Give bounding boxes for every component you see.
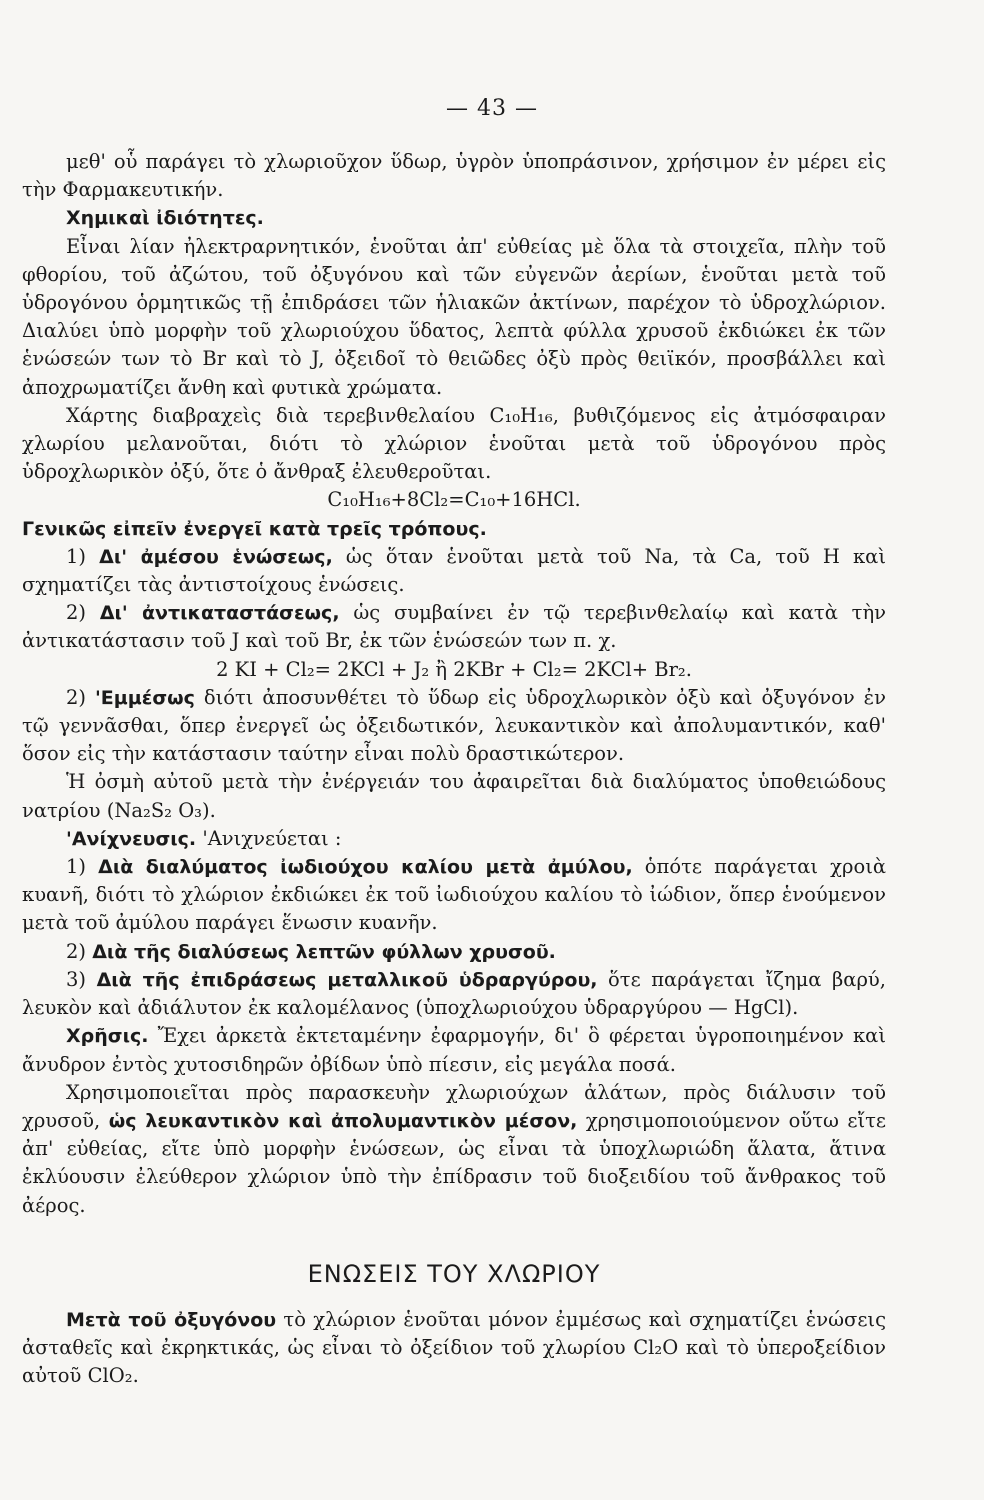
paragraph — [22, 543, 886, 599]
text-run: ΕΝΩΣΕΙΣ ΤΟΥ ΧΛΩΡΙΟΥ — [307, 1259, 601, 1288]
paragraph — [22, 515, 886, 543]
bold-heading-text: Διὰ τῆς ἐπιδράσεως μεταλλικοῦ ὑδραργύρου, — [96, 968, 598, 991]
paragraph — [22, 402, 886, 487]
text-run: Χάρτης διαβραχεὶς διὰ τερεβινθελαίου C₁₀H₁₆, βυθιζόμενος εἰς ἀτμόσφαιραν χλωρίου μελανοῦται, διότι τὸ χλώριον ἑνοῦται μετὰ τοῦ ὑδρογόνου πρὸς ὑδροχλωρικὸν ὀξύ, ὅτε ὁ ἄνθραξ ἐλευθεροῦται. — [22, 403, 886, 484]
text-run: 1) — [66, 544, 100, 568]
bold-heading-text: Διὰ διαλύματος ἰωδιούχου καλίου μετὰ ἀμύλου, — [98, 856, 633, 879]
text-run: 2 KI + Cl₂= 2KCl + J₂ ἢ 2KBr + Cl₂= 2KCl+ Br₂. — [216, 657, 692, 681]
bold-heading-text: ὡς λευκαντικὸν καὶ ἀπολυμαντικὸν μέσον, — [108, 1109, 578, 1132]
bold-heading-text: Δι' ἀμέσου ἑνώσεως, — [99, 545, 333, 568]
paragraph — [22, 204, 886, 232]
paragraph — [22, 599, 886, 655]
paragraph — [22, 938, 886, 966]
paragraph — [22, 966, 886, 1022]
bold-heading-text: 'Εμμέσως — [94, 686, 195, 709]
text-run: Εἶναι λίαν ἠλεκτραρνητικόν, ἑνοῦται ἀπ' εὐθείας μὲ ὅλα τὰ στοιχεῖα, πλὴν τοῦ φθορίου, τοῦ ἀζώτου, τοῦ ὀξυγόνου καὶ τῶν εὐγενῶν ἀερίων, ἑνοῦται μετὰ τοῦ ὑδρογόνου ὁρμητικῶς τῇ ἐπιδράσει τῶν ἡλιακῶν ἀκτίνων, παρέχον τὸ ὑδροχλώριον. Διαλύει ὑπὸ μορφὴν τοῦ χλωριούχου ὕδατος, λεπτὰ φύλλα χρυσοῦ ἐκδιώκει ἐκ τῶν ἑνώσεών των τὸ Br καὶ τὸ J, ὀξειδοῖ τὸ θειῶδες ὀξὺ πρὸς θειϊκόν, προσβάλλει καὶ ἀποχρωματίζει ἄνθη καὶ φυτικὰ χρώματα. — [22, 234, 886, 399]
text-run: C₁₀H₁₆+8Cl₂=C₁₀+16HCl. — [327, 488, 581, 512]
text-run: ὁπότε παράγεται χροιὰ κυανῆ, διότι τὸ χλώριον ἐκδιώκει ἐκ τοῦ ἰωδιούχου καλίου τὸ ἰώδιον, ὅπερ ἑνούμενον μετὰ τοῦ ἀμύλου παράγει ἕνωσιν κυανῆν. — [22, 855, 887, 935]
bold-heading-text: 'Ανίχνευσις. — [66, 827, 197, 850]
text-run: τὸ χλώριον ἑνοῦται μόνον ἐμμέσως καὶ σχηματίζει ἑνώσεις ἀσταθεῖς καὶ ἐκρηκτικάς, ὡς εἶναι τὸ ὀξείδιον τοῦ χλωρίου Cl₂O καὶ τὸ ὑπεροξείδιον αὐτοῦ ClO₂. — [22, 1307, 886, 1388]
text-run: ὡς ὅταν ἑνοῦται μετὰ τοῦ Na, τὰ Ca, τοῦ H καὶ σχηματίζει τὰς ἀντιστοίχους ἑνώσεις. — [22, 544, 886, 597]
text-run: διότι ἀποσυνθέτει τὸ ὕδωρ εἰς ὑδροχλωρικὸν ὀξὺ καὶ ὀξυγόνον ἐν τῷ γεννᾶσθαι, ὅπερ ἐνεργεῖ ὡς ὀξειδωτικόν, λευκαντικὸν καὶ ἀπολυμαντικόν, καθ' ὅσον εἰς τὴν κατάστασιν ταύτην εἶναι πολὺ δραστικώτερον. — [22, 685, 886, 766]
text-run: ὡς συμβαίνει ἐν τῷ τερεβινθελαίῳ καὶ κατὰ τὴν ἀντικατάστασιν τοῦ J καὶ τοῦ Br, ἐκ τῶν ἑνώσεών των π. χ. — [22, 601, 887, 653]
formula-line — [22, 486, 886, 514]
text-run: 'Ανιχνεύεται : — [196, 826, 342, 850]
page-number: — 43 — — [446, 96, 538, 121]
paragraph — [22, 1306, 886, 1391]
text-run: μεθ' οὗ παράγει τὸ χλωριοῦχον ὕδωρ, ὑγρὸν ὑποπράσινον, χρήσιμον ἐν μέρει εἰς τὴν Φαρμακευτικήν. — [22, 150, 886, 202]
text-run: 2) — [66, 601, 100, 625]
bold-heading-text: Δι' ἀντικαταστάσεως, — [99, 602, 340, 625]
bold-heading-text: Γενικῶς εἰπεῖν ἐνεργεῖ κατὰ τρεῖς τρόπους. — [22, 517, 487, 540]
text-run: 2) — [66, 939, 93, 963]
paragraph — [22, 1079, 886, 1220]
body-text — [22, 148, 886, 1391]
text-run: Ἡ ὀσμὴ αὐτοῦ μετὰ τὴν ἐνέργειάν του ἀφαιρεῖται διὰ διαλύματος ὑποθειώδους νατρίου (Na₂S₂ O₃). — [22, 770, 886, 822]
bold-heading-text: Μετὰ τοῦ ὀξυγόνου — [66, 1308, 277, 1331]
section-title — [22, 1260, 886, 1288]
paragraph — [22, 1022, 886, 1078]
paragraph — [22, 825, 886, 853]
text-run: 2) — [66, 685, 95, 709]
text-run: Χρησιμοποιεῖται πρὸς παρασκευὴν χλωριούχων ἁλάτων, πρὸς διάλυσιν τοῦ χρυσοῦ, — [22, 1080, 886, 1132]
formula-line — [22, 656, 886, 684]
paragraph — [22, 148, 886, 204]
bold-heading-text: Χρῆσις. — [66, 1025, 149, 1048]
text-run: χρησιμοποιούμενον οὕτω εἴτε ἀπ' εὐθείας, εἴτε ὑπὸ μορφὴν ἑνώσεων, ὡς εἶναι τὰ ὑποχλωριώδη ἅλατα, ἅτινα ἐκλύουσιν ἐλεύθερον χλώριον ὑπὸ τὴν ἐπίδρασιν τοῦ διοξειδίου τοῦ ἄνθρακος τοῦ ἀέρος. — [22, 1108, 886, 1217]
text-run: Ἔχει ἀρκετὰ ἐκτεταμένην ἐφαρμογήν, δι' ὃ φέρεται ὑγροποιημένον καὶ ἄνυδρον ἐντὸς χυτοσιδηρῶν ὀβίδων ὑπὸ πίεσιν, εἰς μεγάλα ποσά. — [22, 1024, 886, 1076]
bold-heading-text: Χημικαὶ ἰδιότητες. — [66, 207, 264, 230]
paragraph — [22, 768, 886, 824]
bold-heading-text: Διὰ τῆς διαλύσεως λεπτῶν φύλλων χρυσοῦ. — [92, 940, 556, 963]
text-run: ὅτε παράγεται ἴζημα βαρύ, λευκὸν καὶ ἀδιάλυτον ἐκ καλομέλανος (ὑποχλωριούχου ὑδραργύρου — HgCl). — [22, 967, 886, 1020]
text-run: 1) — [66, 855, 99, 879]
paragraph — [22, 853, 886, 938]
paragraph — [22, 233, 886, 402]
paragraph — [22, 684, 886, 769]
text-run: 3) — [66, 967, 97, 991]
